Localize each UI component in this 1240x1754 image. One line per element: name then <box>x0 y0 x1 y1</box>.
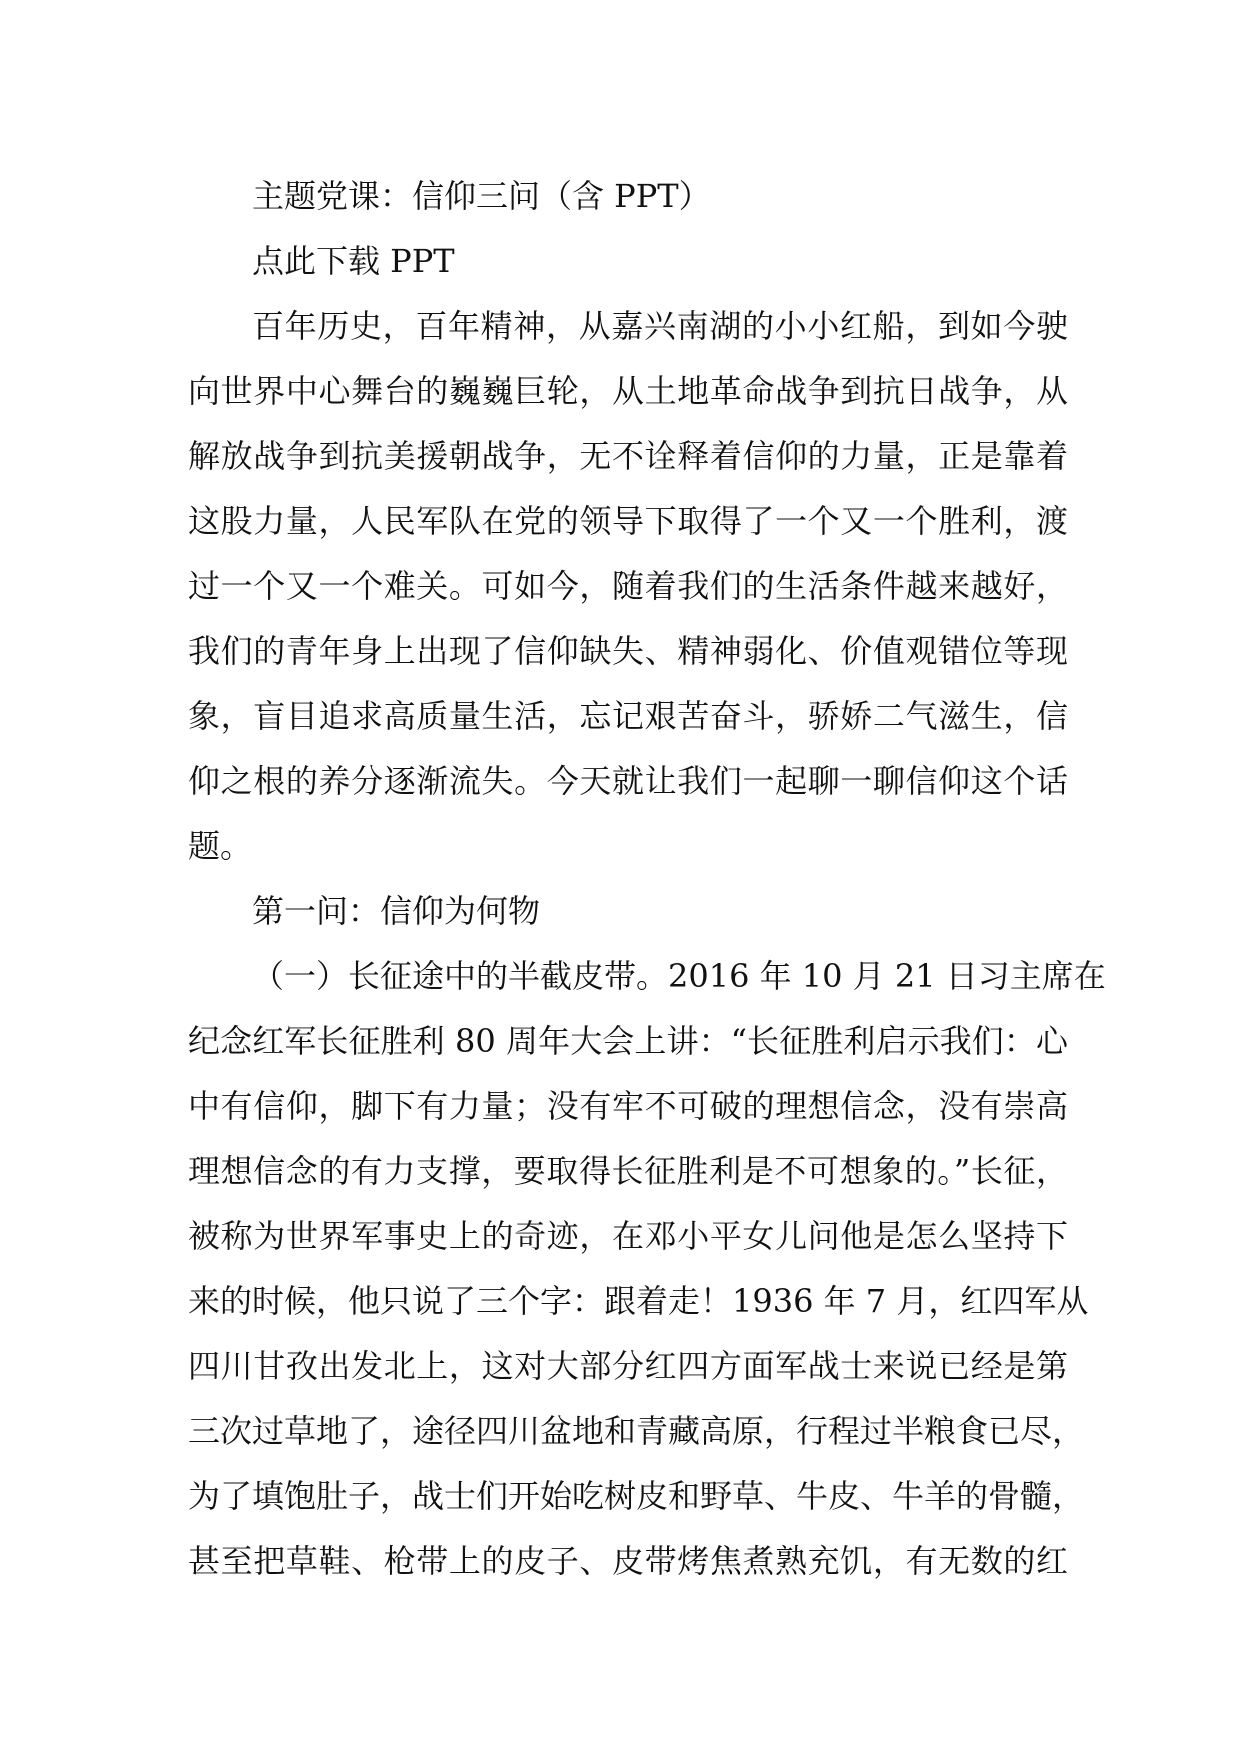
download-link[interactable]: 点此下载 PPT <box>252 242 455 280</box>
paragraph-line: 三次过草地了，途径四川盆地和青藏高原，行程过半粮食已尽， <box>188 1412 1085 1450</box>
paragraph-line: 来的时候，他只说了三个字：跟着走！1936 年 7 月，红四军从 <box>188 1282 1089 1320</box>
paragraph-line: 象，盲目追求高质量生活，忘记艰苦奋斗，骄娇二气滋生，信 <box>188 697 1068 735</box>
paragraph-line: 被称为世界军事史上的奇迹，在邓小平女儿问他是怎么坚持下 <box>188 1217 1068 1255</box>
paragraph-line: 百年历史，百年精神，从嘉兴南湖的小小红船，到如今驶 <box>252 307 1068 345</box>
paragraph-line: 纪念红军长征胜利 80 周年大会上讲：“长征胜利启示我们：心 <box>188 1022 1068 1060</box>
section-heading: 第一问：信仰为何物 <box>252 892 541 930</box>
paragraph-line: 甚至把草鞋、枪带上的皮子、皮带烤焦煮熟充饥，有无数的红 <box>188 1542 1068 1580</box>
paragraph-line: （一）长征途中的半截皮带。2016 年 10 月 21 日习主席在 <box>252 957 1106 995</box>
paragraph-line: 中有信仰，脚下有力量；没有牢不可破的理想信念，没有崇高 <box>188 1087 1068 1125</box>
paragraph-line: 我们的青年身上出现了信仰缺失、精神弱化、价值观错位等现 <box>188 632 1068 670</box>
paragraph-line: 题。 <box>188 827 253 865</box>
paragraph-line: 解放战争到抗美援朝战争，无不诠释着信仰的力量，正是靠着 <box>188 437 1068 475</box>
paragraph-line: 为了填饱肚子，战士们开始吃树皮和野草、牛皮、牛羊的骨髓， <box>188 1477 1085 1515</box>
paragraph-line: 过一个又一个难关。可如今，随着我们的生活条件越来越好， <box>188 567 1068 605</box>
paragraph-line: 这股力量，人民军队在党的领导下取得了一个又一个胜利，渡 <box>188 502 1068 540</box>
document-title: 主题党课：信仰三问（含 PPT） <box>252 177 711 215</box>
paragraph-line: 四川甘孜出发北上，这对大部分红四方面军战士来说已经是第 <box>188 1347 1068 1385</box>
paragraph-line: 理想信念的有力支撑，要取得长征胜利是不可想象的。”长征， <box>188 1152 1068 1190</box>
paragraph-line: 向世界中心舞台的巍巍巨轮，从土地革命战争到抗日战争，从 <box>188 372 1068 410</box>
paragraph-line: 仰之根的养分逐渐流失。今天就让我们一起聊一聊信仰这个话 <box>188 762 1068 800</box>
